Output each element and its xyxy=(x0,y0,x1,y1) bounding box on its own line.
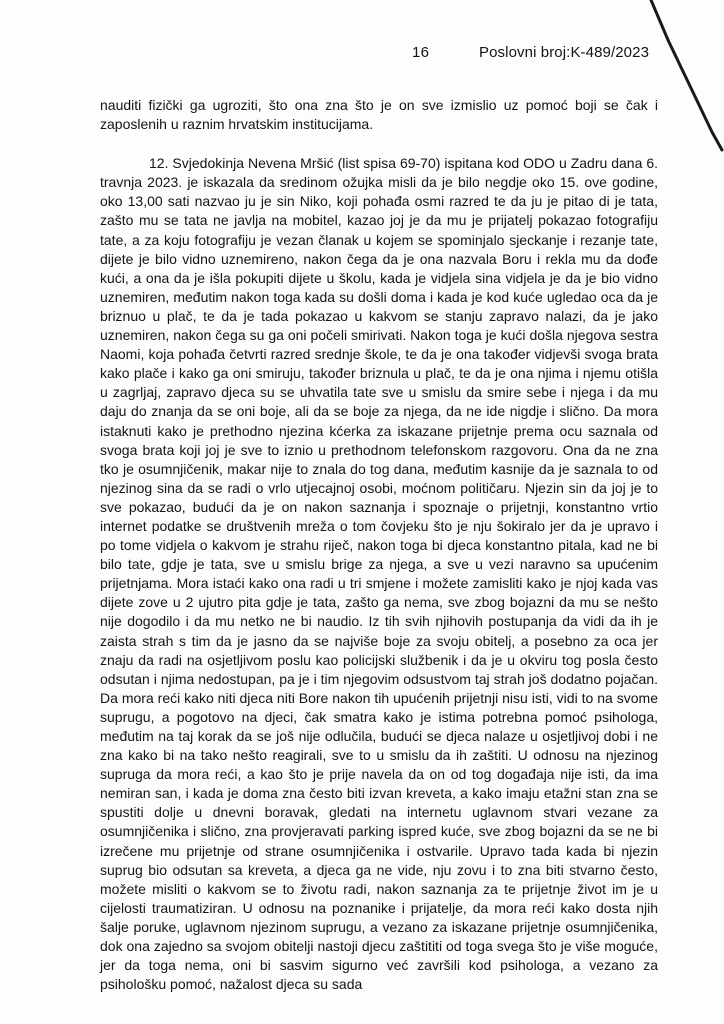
page-number: 16 xyxy=(412,44,430,61)
paragraph-witness-statement: 12. Svjedokinja Nevena Mršić (list spisa 69-70) ispitana kod ODO u Zadru dana 6. travnja 2023. je iskazala da sredinom ožujka misli da je bilo negdje oko 15. ove godine, oko 13,00 sati nazvao ju je sin Niko, koji pohađa osmi razred te da ju je pitao di je tata, zašto mu se tata ne javlja na mobitel, kazao joj je da mu je prijatelj pokazao fotografiju tate, a za koju fotografiju je vezan članak u kojem se spominjalo sjeckanje i rezanje tate, dijete je bilo vidno uznemireno, nakon čega da je ona nazvala Boru i rekla mu da dođe kući, a ona da je išla pokupiti dijete u školu, kada je vidjela sina vidjela je da je bio vidno uznemiren, međutim nakon toga kada su došli doma i kada je kod kuće ugledao oca da je briznuo u plač, te da je tada pokazao u kakvom se stanju zapravo nalazi, da je jako uznemiren, nakon čega su ga oni počeli smirivati. Nakon toga je kući došla njegova sestra Naomi, koja pohađa četvrti razred srednje škole, te da je ona također vidjevši svoga brata kako plače i kako ga oni smiruju, također briznula u plač, te da je ona njima i njemu otišla u zagrljaj, zapravo djeca su se uhvatila tate sve u smislu da smire sebe i njega i da mu daju do znanja da se oni boje, ali da se boje za njega, da ne ide nigdje i slično. Da mora istaknuti kako je prethodno njezina kćerka za iskazane prijetnje prema ocu saznala od svoga brata koji joj je sve to iznio u prethodnom telefonskom razgovoru. Ona da ne zna tko je osumnjičenik, makar nije to znala do tog dana, međutim kasnije da je saznala to od njezinog sina da se radi o vrlo utjecajnoj osobi, moćnom političaru. Njezin sin da joj je to sve pokazao, budući da je on nakon saznanja i spoznaje o prijetnji, konstantno vrtio internet podatke se društvenih mreža o tom čovjeku što je nju šokiralo jer da je upravo i po tome vidjela o kakvom je strahu riječ, nakon toga bi djeca konstantno pitala, kad ne bi bilo tate, gdje je tata, sve u smislu brige za njega, a sve u vezi naravno sa upućenim prijetnjama. Mora istaći kako ona radi u tri smjene i možete zamisliti kako je njoj kada vas dijete zove u 2 ujutro pita gdje je tata, zašto ga nema, sve zbog bojazni da mu se nešto nije dogodilo i da mu netko ne bi naudio. Iz tih svih njihovih postupanja da vidi da ih je zaista strah s tim da je jasno da se najviše boje za svoju obitelj, a posebno za oca jer znaju da radi na osjetljivom poslu kao policijski službenik i da je u okviru tog posla često odsutan i njima nedostupan, pa je i tim njegovim odsustvom taj strah još dodatno pojačan. Da mora reći kako niti djeca niti Bore nakon tih upućenih prijetnji nisu isti, vidi to na svome suprugu, a pogotovo na djeci, čak smatra kako je istima potrebna pomoć psihologa, međutim na taj korak da se još nije odlučila, budući se djeca nalaze u osjetljivoj dobi i ne zna kako bi na tako nešto reagirali, sve to u smislu da ih zaštiti. U odnosu na njezinog supruga da mora reći, a kao što je prije navela da on od tog događaja nije isti, da ima nemiran san, i kada je doma zna često biti izvan kreveta, a kako imaju etažni stan zna se spustiti dolje u dnevni boravak, gledati na internetu uglavnom stvari vezane za osumnjičenika i slično, zna provjeravati parking ispred kuće, sve zbog bojazni da se ne bi izrečene mu prijetnje od strane osumnjičenika i ostvarile. Upravo tada kada bi njezin suprug bio odsutan sa kreveta, a djeca ga ne vide, nju zovu i to zna biti stvarno često, možete misliti o kakvom se to životu radi, nakon saznanja za te prijetnje život im je u cijelosti traumatiziran. U odnosu na poznanike i prijatelje, da mora reći kako dosta njih šalje poruke, uglavnom njezinom suprugu, a vezano za iskazane prijetnje osumnjičenika, dok ona zajedno sa svojom obitelji nastoji djecu zaštititi od toga svega što je više moguće, jer da toga nema, oni bi sasvim sigurno već završili kod psihologa, a vezano za psihološku pomoć, nažalost djeca su sada xyxy=(100,155,658,993)
paragraph-continuation: nauditi fizički ga ugroziti, što ona zna što je on sve izmislio uz pomoć boji se čak i zaposlenih u raznim hrvatskim institucijama. xyxy=(100,97,658,133)
document-body xyxy=(100,96,658,994)
case-number: Poslovni broj:K-489/2023 xyxy=(479,44,650,61)
page-header xyxy=(0,44,724,66)
